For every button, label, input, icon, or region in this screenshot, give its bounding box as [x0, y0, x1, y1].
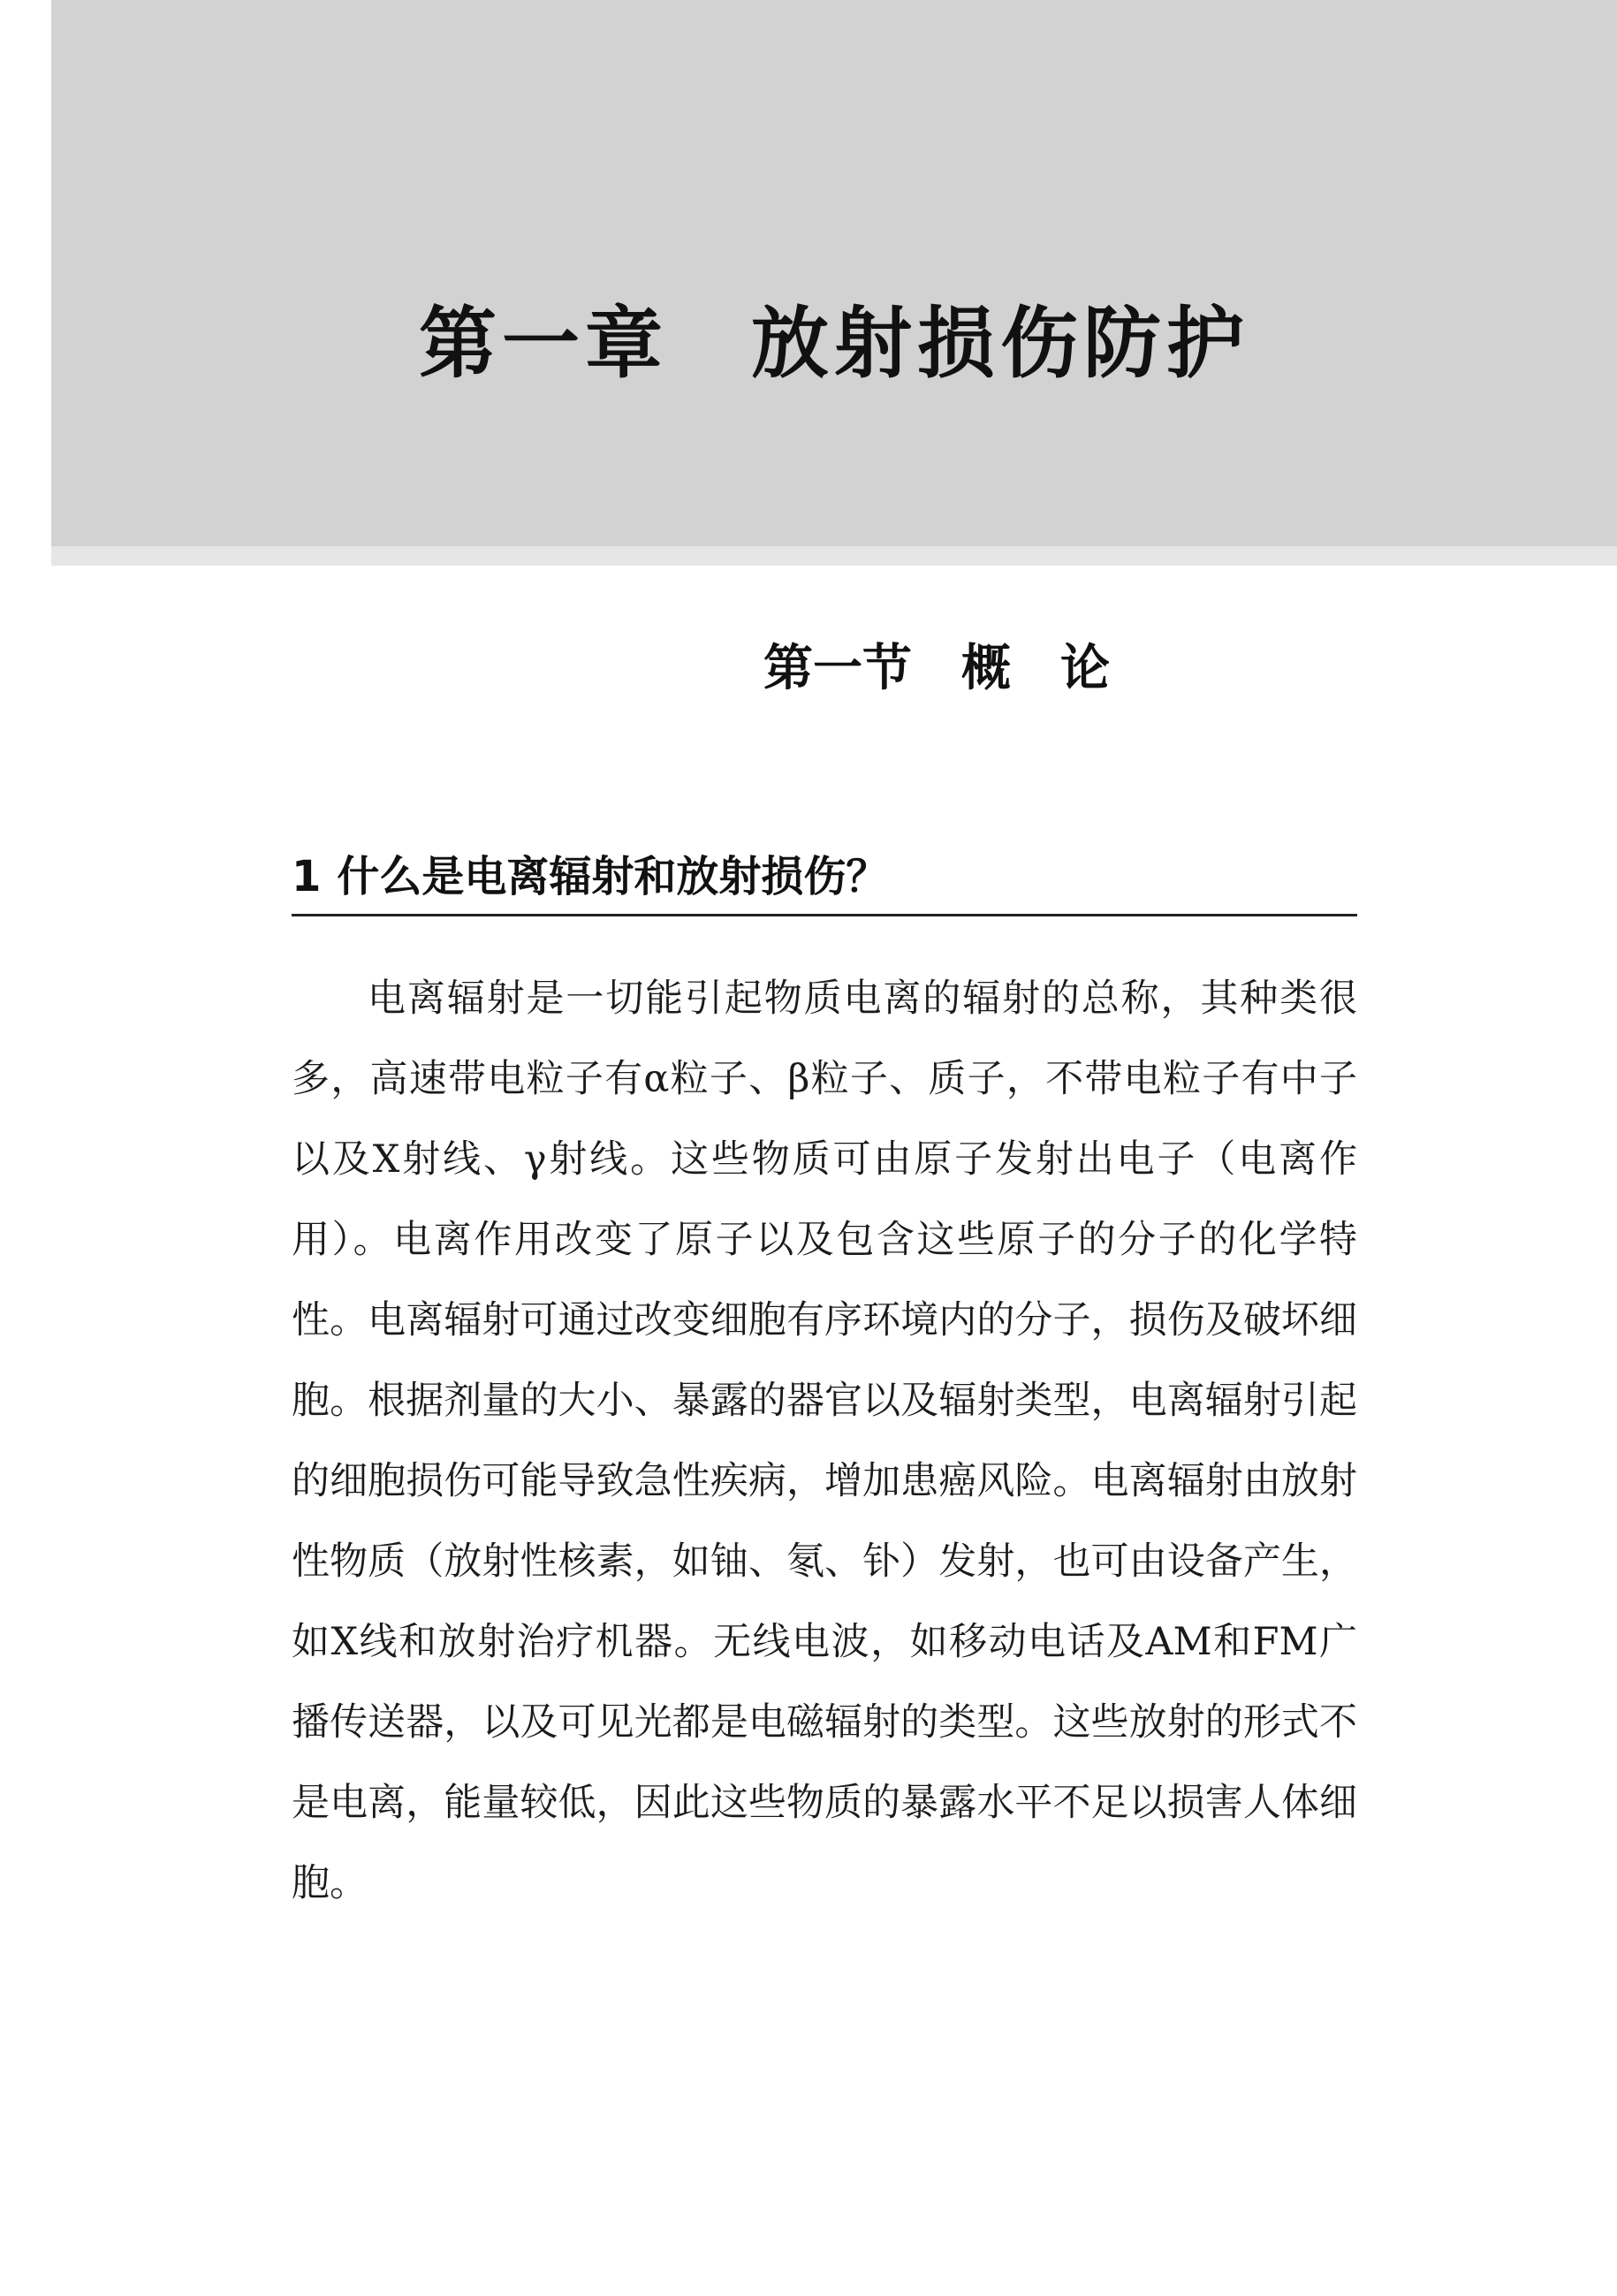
section-title: 第一节 概 论	[763, 639, 1110, 697]
question-heading	[292, 850, 1357, 916]
body-paragraph: 电离辐射是一切能引起物质电离的辐射的总称，其种类很多，高速带电粒子有α粒子、β粒子、质子，不带电粒子有中子以及X射线、γ射线。这些物质可由原子发射出电子（电离作用）。电离作用改变了原子以及包含这些原子的分子的化学特性。电离辐射可通过改变细胞有序环境内的分子，损伤及破坏细胞。根据剂量的大小、暴露的器官以及辐射类型，电离辐射引起的细胞损伤可能导致急性疾病，增加患癌风险。电离辐射由放射性物质（放射性核素，如铀、氡、钋）发射，也可由设备产生，如X线和放射治疗机器。无线电波，如移动电话及AM和FM广播传送器，以及可见光都是电磁辐射的类型。这些放射的形式不是电离，能量较低，因此这些物质的暴露水平不足以损害人体细胞。	[292, 977, 1357, 1905]
chapter-title: 第一章 放射损伤防护	[418, 298, 1249, 389]
chapter-header-band	[51, 0, 1617, 546]
question-number: 1	[292, 852, 322, 901]
question-title: 什么是电离辐射和放射损伤？	[337, 852, 889, 901]
chapter-header-divider	[51, 546, 1617, 566]
